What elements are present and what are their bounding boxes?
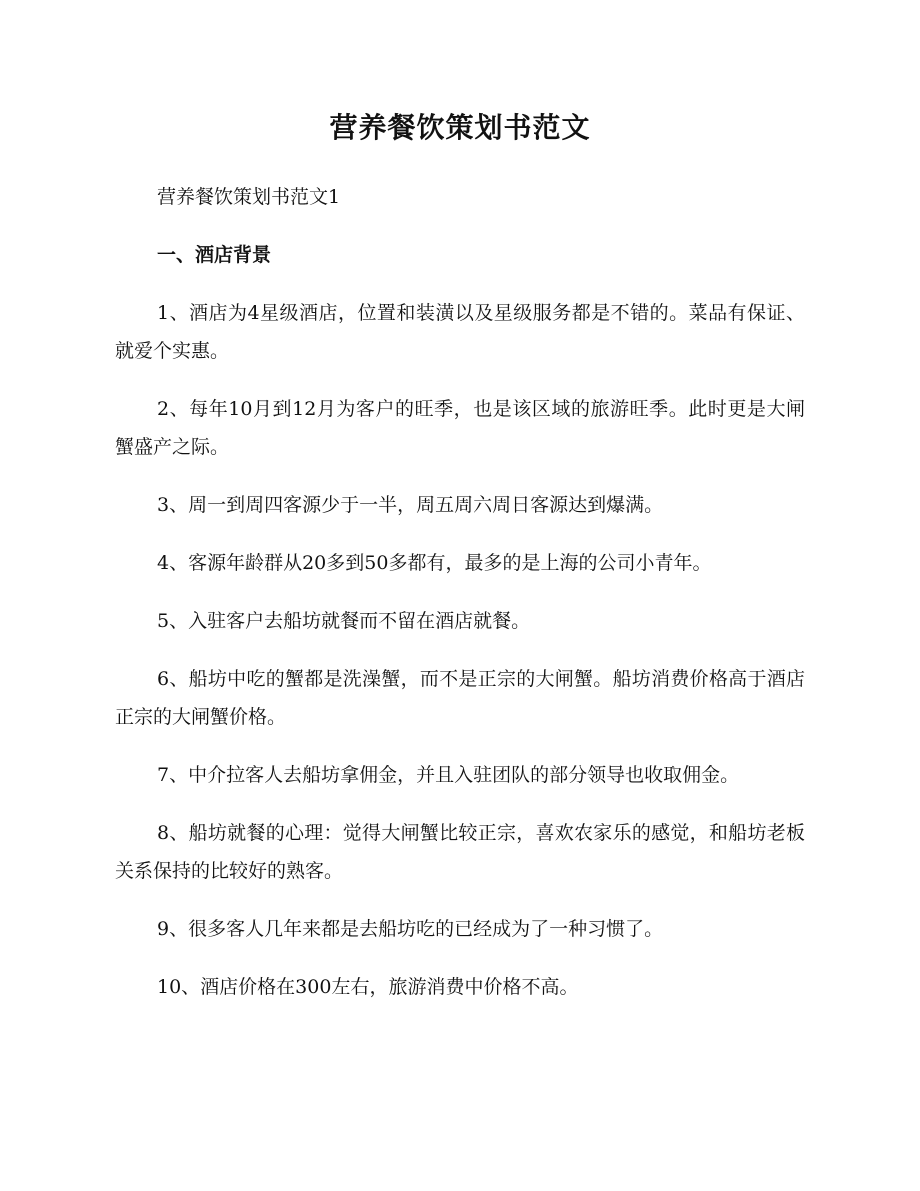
document-body <box>115 178 805 1026</box>
paragraph-item-5: 5、入驻客户去船坊就餐而不留在酒店就餐。 <box>157 610 531 632</box>
document-title: 营养餐饮策划书范文 <box>329 111 591 144</box>
paragraph-item-8: 8、船坊就餐的心理：觉得大闸蟹比较正宗，喜欢农家乐的感觉，和船坊老板关系保持的比较好的熟客。 <box>115 822 805 882</box>
paragraph-item-3: 3、周一到周四客源少于一半，周五周六周日客源达到爆满。 <box>157 494 664 516</box>
section-heading: 一、酒店背景 <box>157 244 272 266</box>
paragraph-item-10: 10、酒店价格在300左右，旅游消费中价格不高。 <box>157 976 579 998</box>
paragraph-item-7: 7、中介拉客人去船坊拿佣金，并且入驻团队的部分领导也收取佣金。 <box>157 764 740 786</box>
paragraph-item-9: 9、很多客人几年来都是去船坊吃的已经成为了一种习惯了。 <box>157 918 664 940</box>
paragraph-item-1: 1、酒店为4星级酒店，位置和装潢以及星级服务都是不错的。菜品有保证、就爱个实惠。 <box>115 302 805 362</box>
paragraph-item-2: 2、每年10月到12月为客户的旺季，也是该区域的旅游旺季。此时更是大闸蟹盛产之际。 <box>115 398 805 458</box>
paragraph-subtitle: 营养餐饮策划书范文1 <box>157 186 341 208</box>
paragraph-item-4: 4、客源年龄群从20多到50多都有，最多的是上海的公司小青年。 <box>157 552 712 574</box>
paragraph-item-6: 6、船坊中吃的蟹都是洗澡蟹，而不是正宗的大闸蟹。船坊消费价格高于酒店正宗的大闸蟹价格。 <box>115 668 805 728</box>
